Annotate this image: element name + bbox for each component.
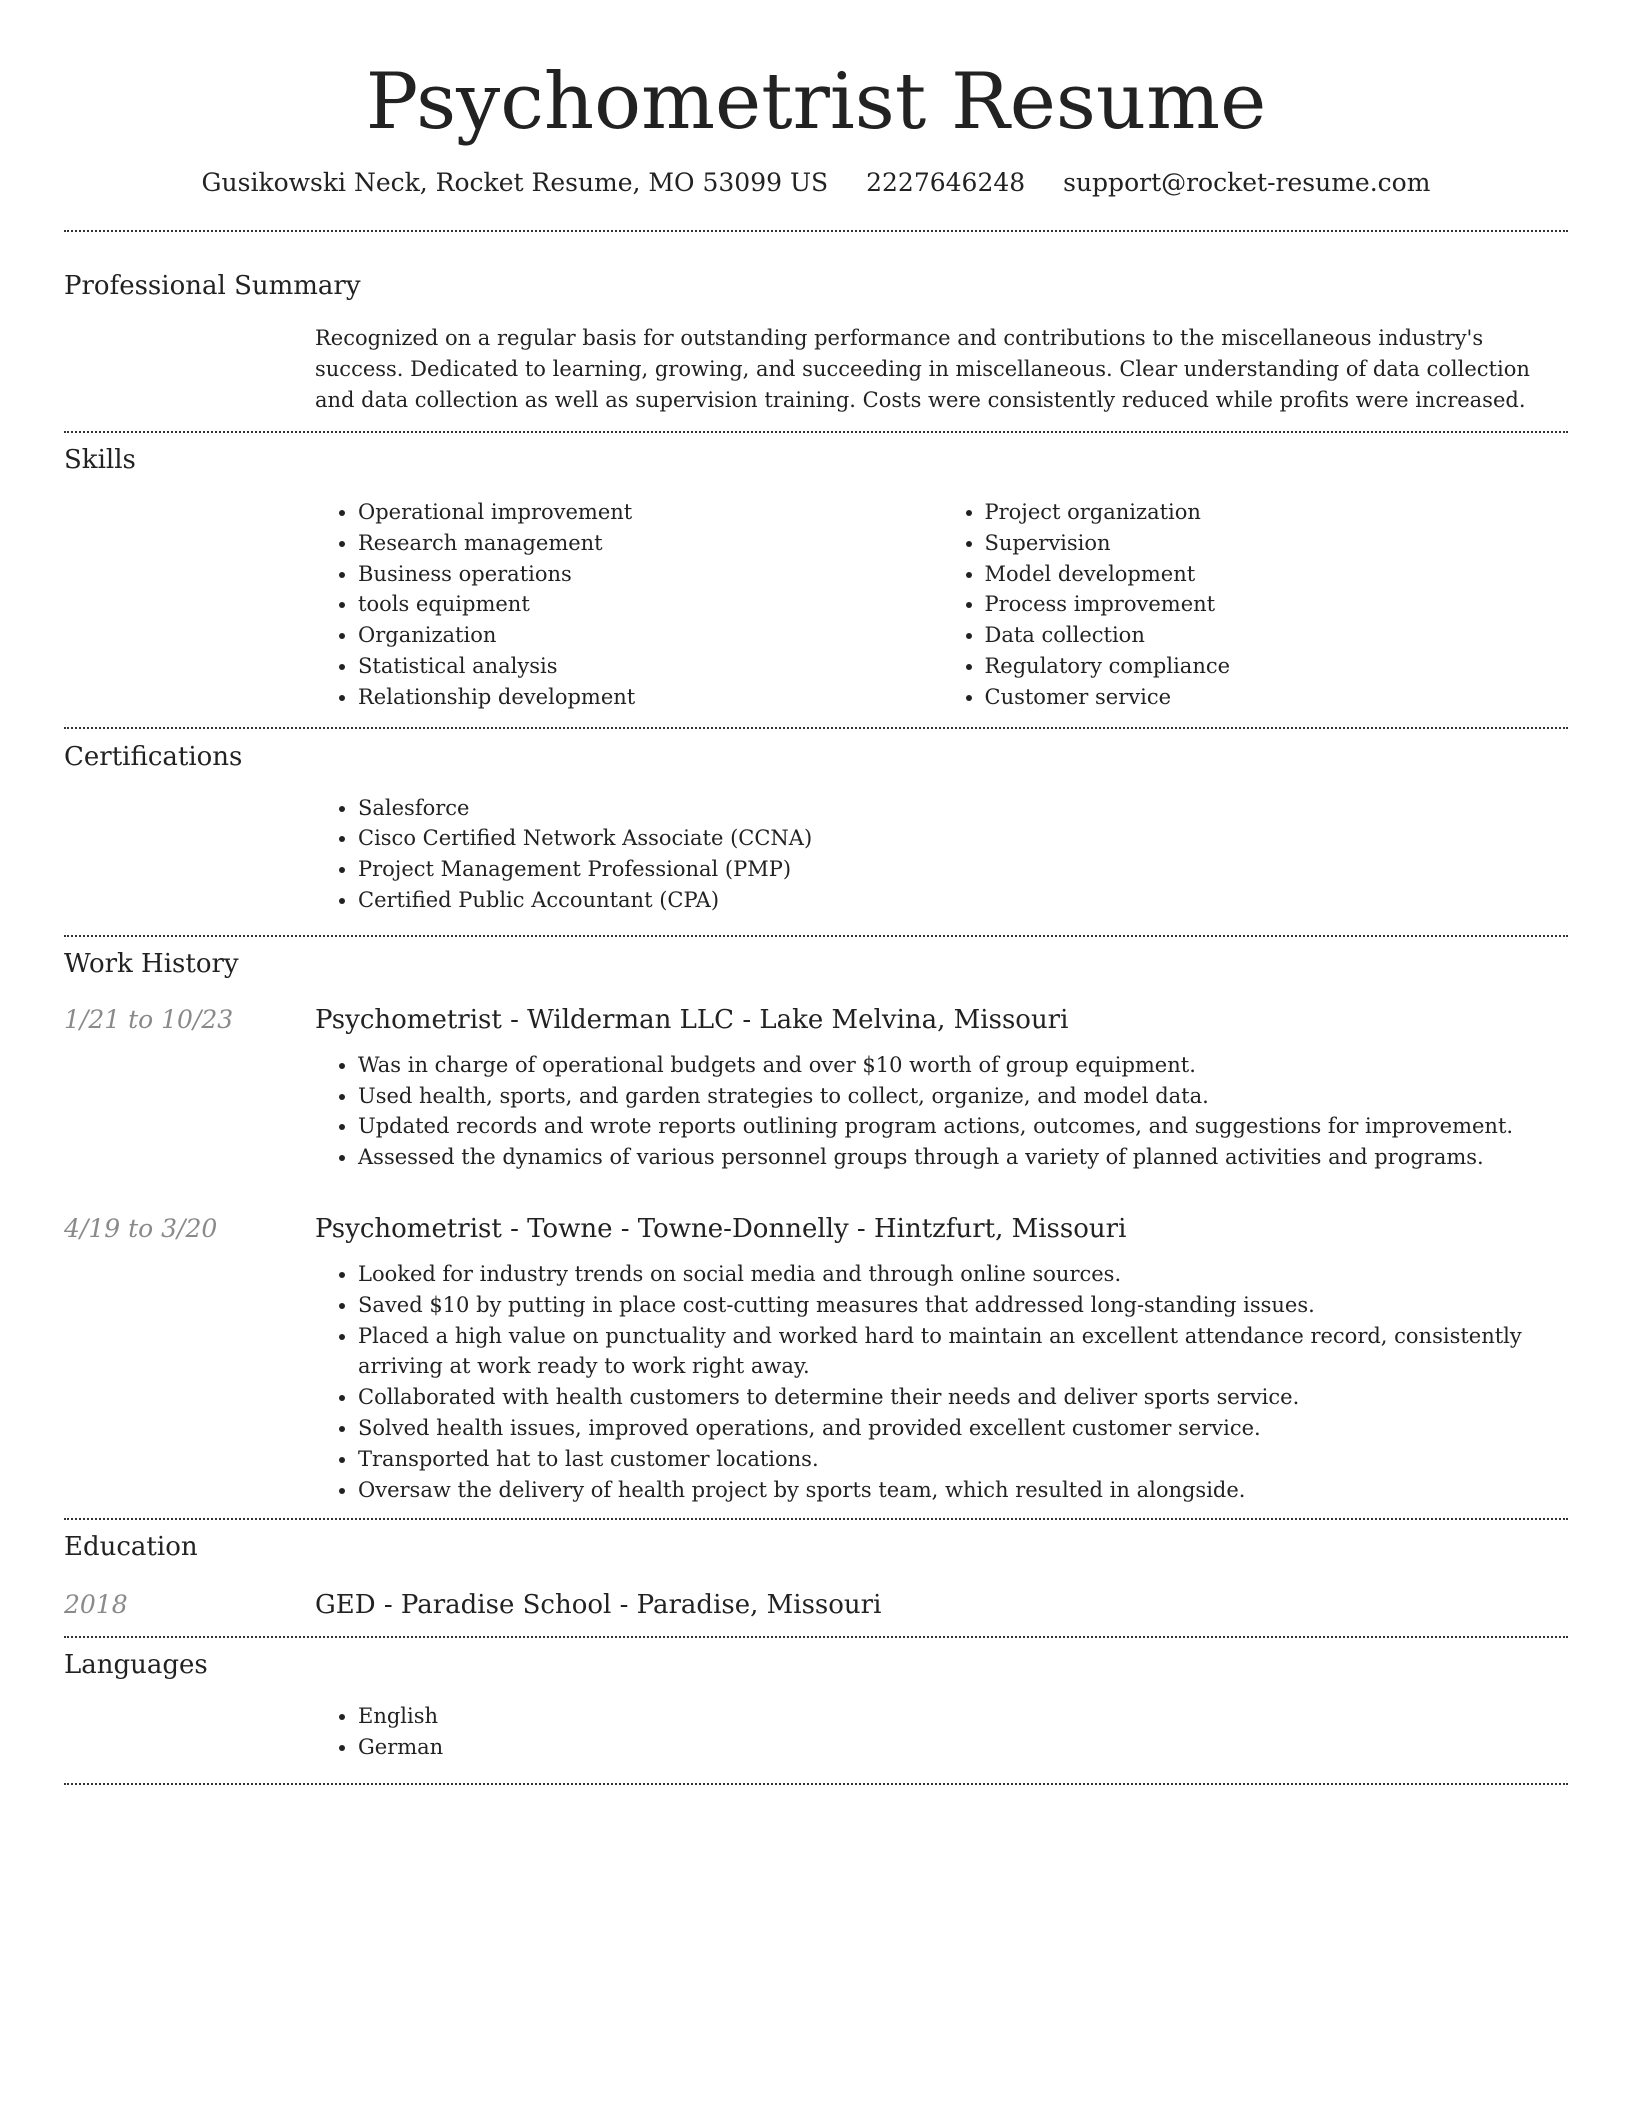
- skill-item: • Project organization: [985, 497, 1569, 528]
- skills-heading: Skills: [64, 445, 136, 475]
- contact-email: support@rocket-resume.com: [1063, 168, 1431, 197]
- skill-item: • Data collection: [985, 620, 1569, 651]
- job-duties-list: [315, 1259, 1568, 1505]
- job-entry: [64, 1003, 1568, 1173]
- job-duty-item: • Used health, sports, and garden strategies to collect, organize, and model data.: [358, 1081, 1568, 1112]
- summary-text: Recognized on a regular basis for outstanding performance and contributions to the miscellaneous industry's success. Dedicated to learning, growing, and succeeding in miscellaneous. Clear understanding of data collection and data collection as well as supervision training. Costs were consistently reduced while profits were increased.: [315, 326, 1530, 412]
- section-divider: [64, 431, 1568, 433]
- skill-item: • Business operations: [358, 559, 942, 590]
- section-divider: [64, 1636, 1568, 1638]
- section-divider: [64, 230, 1568, 232]
- skill-item: • Statistical analysis: [358, 651, 942, 682]
- skill-item: • Process improvement: [985, 589, 1569, 620]
- job-duty-item: • Updated records and wrote reports outlining program actions, outcomes, and suggestions for improvement.: [358, 1111, 1568, 1142]
- work-history-heading: Work History: [64, 948, 239, 979]
- resume-title: Psychometrist Resume: [365, 57, 1267, 147]
- skill-item: • Customer service: [985, 682, 1569, 713]
- certification-item: • Project Management Professional (PMP): [358, 854, 1568, 885]
- education-degree: GED - Paradise School - Paradise, Missouri: [315, 1590, 882, 1621]
- skill-item: • Operational improvement: [358, 497, 942, 528]
- language-item: • English: [358, 1701, 1568, 1732]
- job-duty-item: • Collaborated with health customers to determine their needs and deliver sports service.: [358, 1382, 1568, 1413]
- education-heading: Education: [64, 1532, 198, 1563]
- contact-phone: 2227646248: [866, 168, 1026, 197]
- skills-list: [315, 497, 1568, 713]
- skill-item: • Supervision: [985, 528, 1569, 559]
- job-duty-item: • Placed a high value on punctuality and worked hard to maintain an excellent attendance record, consistently arriving at work ready to work right away.: [358, 1321, 1568, 1383]
- certification-item: • Cisco Certified Network Associate (CCNA): [358, 823, 1568, 854]
- skill-item: • Relationship development: [358, 682, 942, 713]
- job-title: Psychometrist - Wilderman LLC - Lake Melvina, Missouri: [315, 1004, 1069, 1035]
- section-divider: [64, 935, 1568, 937]
- certifications-section: [64, 740, 1568, 916]
- job-entry: [64, 1212, 1568, 1505]
- section-divider: [64, 727, 1568, 729]
- education-year: 2018: [64, 1590, 128, 1620]
- resume-page: [64, 0, 1568, 1785]
- certifications-heading: Certifications: [64, 741, 243, 772]
- skills-column-right: [942, 497, 1569, 713]
- skill-item: • tools equipment: [358, 589, 942, 620]
- languages-section: [64, 1648, 1568, 1763]
- education-section: [64, 1530, 1568, 1622]
- job-dates: 1/21 to 10/23: [64, 1004, 234, 1034]
- job-duty-item: • Assessed the dynamics of various personnel groups through a variety of planned activities and programs.: [358, 1142, 1568, 1173]
- certification-item: • Certified Public Accountant (CPA): [358, 885, 1568, 916]
- job-dates: 4/19 to 3/20: [64, 1213, 218, 1243]
- job-duty-item: • Saved $10 by putting in place cost-cutting measures that addressed long-standing issues.: [358, 1290, 1568, 1321]
- job-duties-list: [315, 1050, 1568, 1173]
- languages-list: [315, 1701, 1568, 1763]
- job-duty-item: • Was in charge of operational budgets and over $10 worth of group equipment.: [358, 1050, 1568, 1081]
- summary-heading: Professional Summary: [64, 271, 361, 301]
- work-history-section: [64, 947, 1568, 1506]
- skill-item: • Model development: [985, 559, 1569, 590]
- summary-section: [64, 269, 1568, 416]
- job-duty-item: • Solved health issues, improved operations, and provided excellent customer service.: [358, 1413, 1568, 1444]
- job-title: Psychometrist - Towne - Towne-Donnelly - Hintzfurt, Missouri: [315, 1213, 1127, 1244]
- skill-item: • Research management: [358, 528, 942, 559]
- contact-address: Gusikowski Neck, Rocket Resume, MO 53099 US: [201, 168, 829, 197]
- education-entry: [64, 1588, 1568, 1622]
- certification-item: • Salesforce: [358, 793, 1568, 824]
- skill-item: • Organization: [358, 620, 942, 651]
- job-duty-item: • Transported hat to last customer locations.: [358, 1444, 1568, 1475]
- contact-line: [64, 166, 1568, 200]
- section-divider: [64, 1518, 1568, 1520]
- certifications-list: [315, 793, 1568, 916]
- job-duty-item: • Looked for industry trends on social media and through online sources.: [358, 1259, 1568, 1290]
- skills-section: [64, 443, 1568, 713]
- job-duty-item: • Oversaw the delivery of health project by sports team, which resulted in alongside.: [358, 1475, 1568, 1506]
- language-item: • German: [358, 1732, 1568, 1763]
- skills-column-left: [315, 497, 942, 713]
- section-divider: [64, 1783, 1568, 1785]
- languages-heading: Languages: [64, 1650, 208, 1681]
- skill-item: • Regulatory compliance: [985, 651, 1569, 682]
